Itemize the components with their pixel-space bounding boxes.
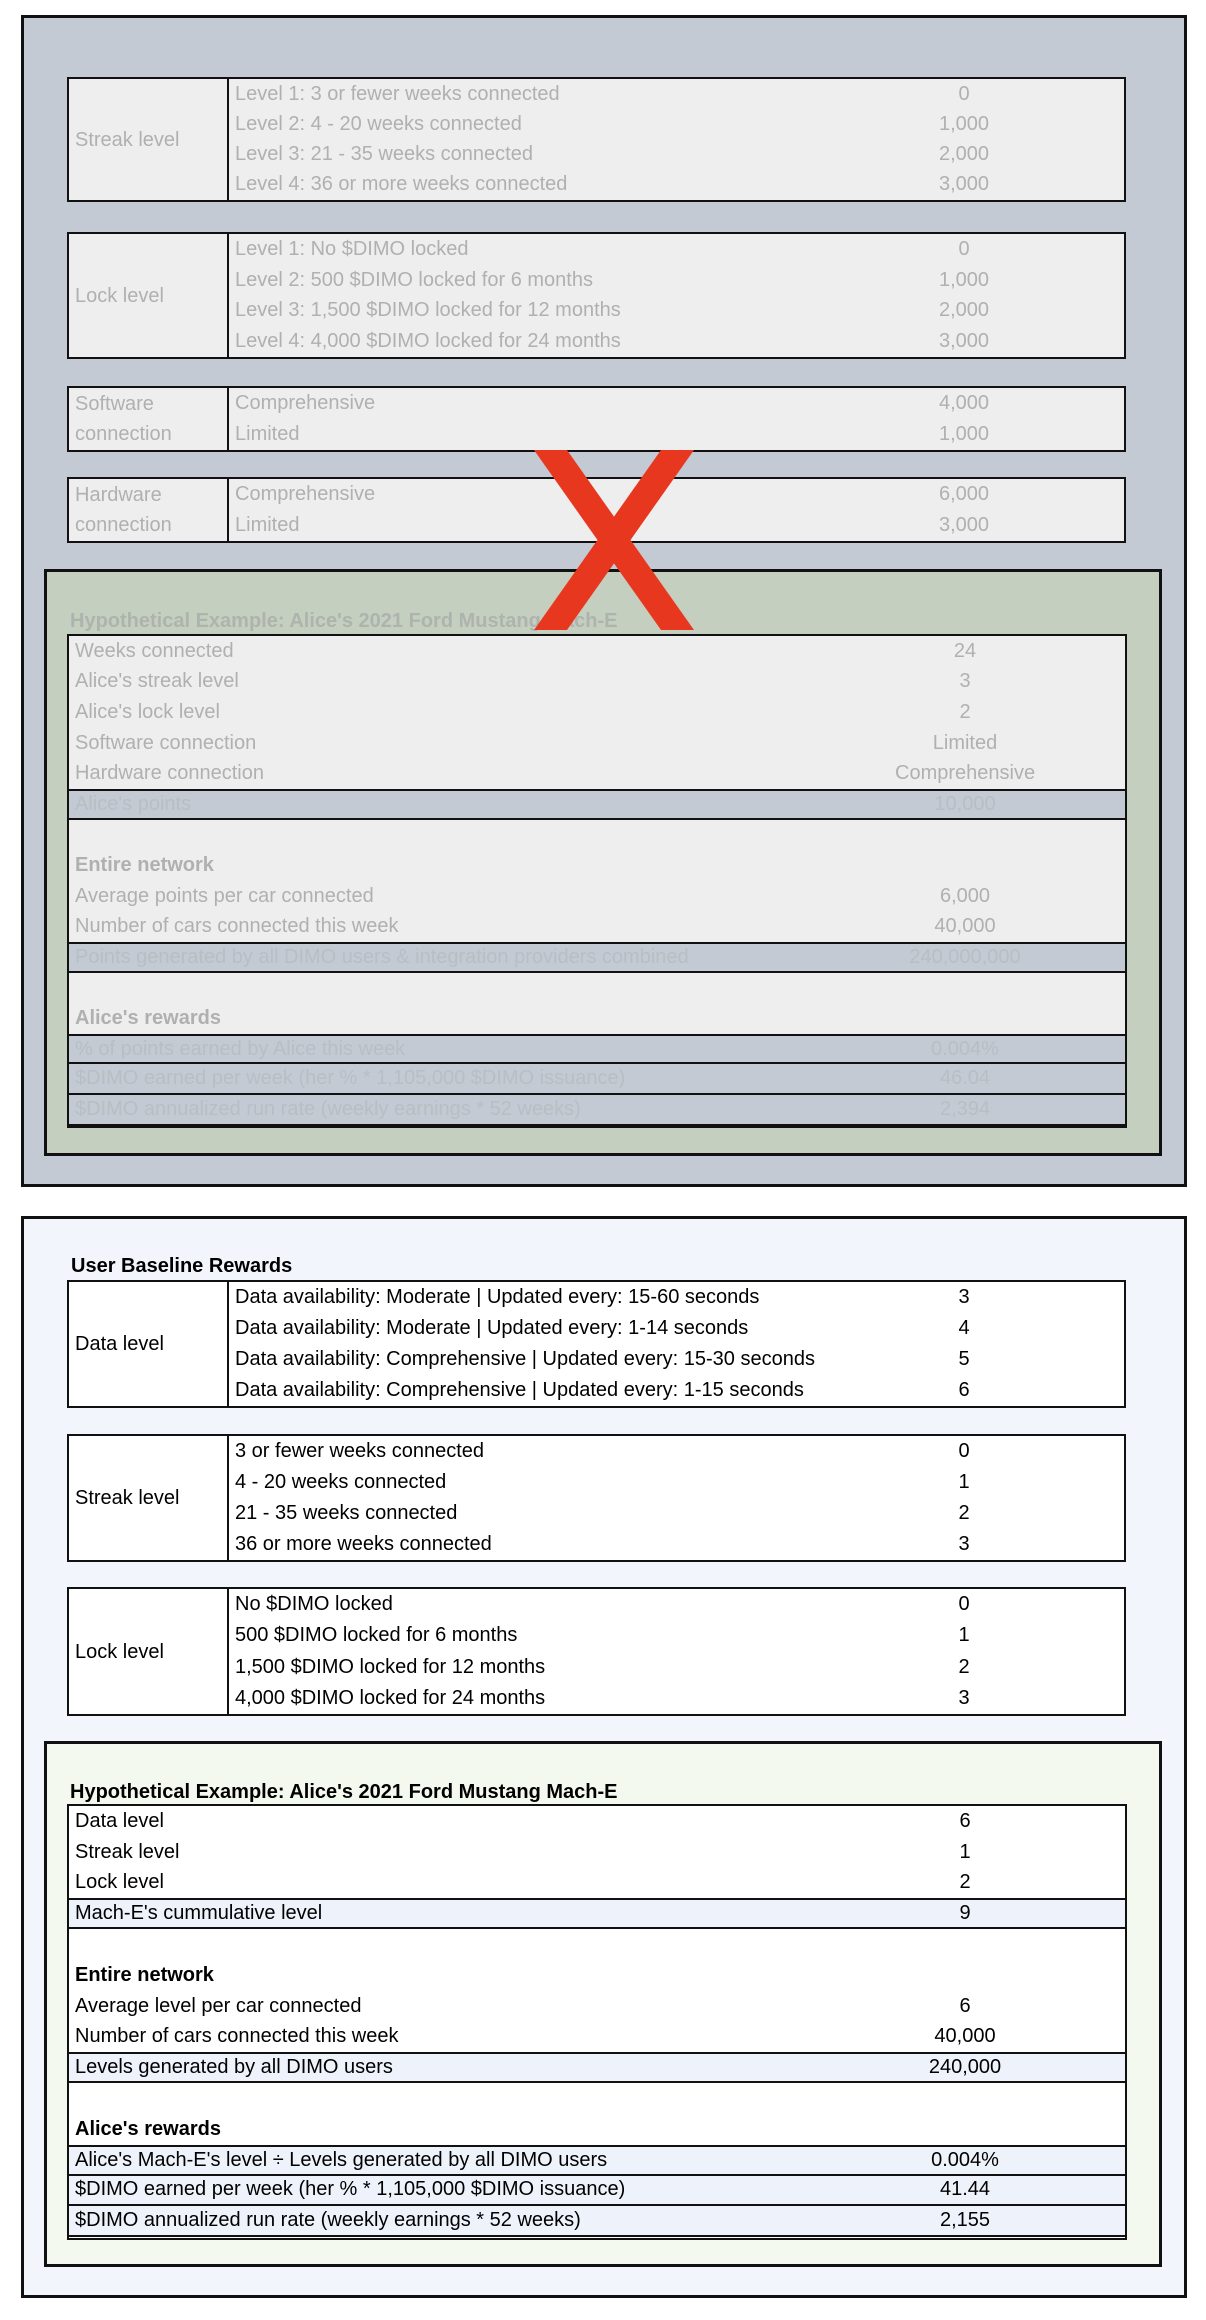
row-description: 4,000 $DIMO locked for 24 months (235, 1686, 546, 1709)
row-value: 2 (959, 1871, 971, 1894)
row-label: $DIMO annualized run rate (weekly earnings * 52 weeks) (75, 2209, 581, 2232)
row-label: Number of cars connected this week (75, 915, 399, 938)
table-row (69, 942, 1125, 973)
table-row (69, 728, 1125, 759)
table-row (69, 697, 1125, 728)
row-description: 500 $DIMO locked for 6 months (235, 1624, 518, 1647)
table-row (69, 1898, 1125, 1929)
row-label: Average level per car connected (75, 1994, 362, 2017)
row-value: 10,000 (934, 792, 996, 815)
table-row (229, 79, 1124, 109)
rubric-table (67, 386, 1126, 452)
row-value: 40,000 (934, 2025, 996, 2048)
table-row (229, 140, 1124, 170)
row-label: $DIMO annualized run rate (weekly earnings * 52 weeks) (75, 1097, 581, 1120)
table-row (229, 419, 1124, 450)
table-row (69, 2176, 1125, 2207)
table-row (229, 296, 1124, 327)
table-row (69, 1034, 1125, 1065)
row-value: 24 (953, 639, 977, 662)
row-value: 5 (958, 1348, 970, 1370)
rubric-label: Software connection (69, 388, 229, 450)
row-value: 46.04 (939, 1067, 991, 1090)
rubric-table (67, 232, 1126, 359)
table-row (69, 1991, 1125, 2022)
table-row (69, 2145, 1125, 2176)
row-value: 2,155 (939, 2209, 991, 2232)
row-value: 0 (958, 82, 970, 105)
row-value: 240,000 (928, 2056, 1002, 2079)
row-description: Data availability: Moderate | Updated every: 1-14 seconds (235, 1317, 749, 1339)
row-label: Data level (75, 1809, 164, 1832)
row-description: 3 or fewer weeks connected (235, 1440, 485, 1462)
baseline-rewards-panel (21, 1216, 1187, 2298)
table-row (229, 170, 1124, 200)
row-value: 1 (958, 1471, 970, 1493)
table-row (69, 758, 1125, 789)
rubric-table (67, 1434, 1126, 1562)
row-value: 3 (958, 1286, 970, 1308)
rubric-label: Lock level (69, 234, 229, 357)
table-row (69, 1064, 1125, 1095)
row-value: 2 (959, 700, 971, 723)
row-value: 6,000 (938, 483, 990, 505)
row-value: 3,000 (938, 173, 990, 196)
spacer-row (69, 2083, 1125, 2114)
table-row (69, 2022, 1125, 2053)
rubric-label: Streak level (69, 79, 229, 200)
row-label: Number of cars connected this week (75, 2025, 399, 2048)
row-description: 21 - 35 weeks connected (235, 1502, 458, 1524)
row-value: 4 (958, 1317, 970, 1339)
levels-example-panel (44, 1741, 1162, 2267)
row-value: 1 (958, 1624, 970, 1647)
row-description: Limited (235, 423, 300, 445)
row-value: 3 (958, 1533, 970, 1555)
table-row (229, 1282, 1124, 1313)
row-description: Data availability: Comprehensive | Updated every: 15-30 seconds (235, 1348, 815, 1370)
section-header-row (69, 1960, 1125, 1991)
example-title: Hypothetical Example: Alice's 2021 Ford Mustang Mach-E (70, 1781, 618, 1803)
row-label: Levels generated by all DIMO users (75, 2056, 393, 2079)
row-value: 40,000 (934, 915, 996, 938)
section-header-row (69, 1003, 1125, 1034)
row-label: $DIMO earned per week (her % * 1,105,000 $DIMO issuance) (75, 2178, 626, 2201)
table-row (229, 265, 1124, 296)
row-value: 2,000 (938, 143, 990, 166)
row-value: 41.44 (939, 2178, 991, 2201)
row-value: 3 (958, 1686, 970, 1709)
spacer-row (69, 1929, 1125, 1960)
points-example-panel (44, 569, 1162, 1156)
row-value: 6 (958, 1379, 970, 1401)
row-value: Limited (932, 731, 998, 754)
row-value: 6 (959, 1994, 971, 2017)
row-description: Level 1: No $DIMO locked (235, 237, 469, 260)
rubric-rows (229, 234, 1124, 357)
example-title: Hypothetical Example: Alice's 2021 Ford Mustang Mach-E (70, 610, 618, 632)
table-row (69, 881, 1125, 912)
row-value: 4,000 (938, 392, 990, 414)
rubric-rows (229, 79, 1124, 200)
row-value: 3 (959, 670, 971, 693)
table-row (229, 234, 1124, 265)
table-row (69, 667, 1125, 698)
table-row (229, 1529, 1124, 1560)
row-description: Level 2: 4 - 20 weeks connected (235, 112, 522, 135)
row-label: Entire network (75, 853, 214, 876)
table-row (69, 1837, 1125, 1868)
table-row (229, 1683, 1124, 1714)
row-value: 0.004% (931, 2148, 999, 2171)
table-row (229, 326, 1124, 357)
table-row (69, 1868, 1125, 1899)
row-label: Alice's lock level (75, 700, 220, 723)
rubric-label: Lock level (69, 1589, 229, 1714)
row-label: Lock level (75, 1871, 164, 1894)
row-value: 2,394 (939, 1097, 991, 1120)
section-header-row (69, 850, 1125, 881)
row-description: No $DIMO locked (235, 1593, 393, 1616)
row-label: Alice's points (75, 792, 192, 815)
row-label: $DIMO earned per week (her % * 1,105,000 $DIMO issuance) (75, 1067, 626, 1090)
table-row (229, 1620, 1124, 1651)
row-description: Comprehensive (235, 392, 376, 414)
table-row (69, 2052, 1125, 2083)
rubric-table (67, 77, 1126, 202)
table-row (229, 1344, 1124, 1375)
row-label: Hardware connection (75, 762, 264, 785)
rubric-rows (229, 1436, 1124, 1560)
row-label: Average points per car connected (75, 884, 374, 907)
row-description: Level 2: 500 $DIMO locked for 6 months (235, 268, 593, 291)
table-row (229, 1498, 1124, 1529)
red-cross-icon (529, 450, 699, 630)
row-label: Streak level (75, 1840, 180, 1863)
table-row (229, 109, 1124, 139)
table-row (229, 1467, 1124, 1498)
row-value: 6,000 (939, 884, 991, 907)
rubric-table (67, 1587, 1126, 1716)
row-value: Comprehensive (895, 762, 1036, 785)
row-label: % of points earned by Alice this week (75, 1037, 406, 1060)
section-title: User Baseline Rewards (71, 1255, 293, 1277)
deprecated-points-panel (21, 15, 1187, 1187)
table-row (229, 1589, 1124, 1620)
row-value: 0 (958, 237, 970, 260)
row-value: 2,000 (938, 299, 990, 322)
row-description: Data availability: Moderate | Updated every: 15-60 seconds (235, 1286, 760, 1308)
spacer-row (69, 820, 1125, 851)
row-description: Level 4: 36 or more weeks connected (235, 173, 568, 196)
row-value: 1 (959, 1840, 971, 1863)
row-description: Level 4: 4,000 $DIMO locked for 24 months (235, 330, 621, 353)
table-row (69, 789, 1125, 820)
row-description: Level 3: 21 - 35 weeks connected (235, 143, 533, 166)
spacer-row (69, 973, 1125, 1004)
rubric-rows (229, 388, 1124, 450)
row-value: 1,000 (938, 423, 990, 445)
row-label: Alice's rewards (75, 2117, 221, 2140)
row-value: 3,000 (938, 330, 990, 353)
row-value: 0 (958, 1440, 970, 1462)
table-row (69, 1095, 1125, 1126)
row-label: Software connection (75, 731, 257, 754)
row-value: 9 (959, 1902, 971, 1925)
row-value: 1,000 (938, 268, 990, 291)
table-row (69, 636, 1125, 667)
row-description: 36 or more weeks connected (235, 1533, 492, 1555)
table-row (229, 388, 1124, 419)
row-label: Entire network (75, 1963, 214, 1986)
row-value: 0.004% (931, 1037, 999, 1060)
row-value: 240,000,000 (909, 945, 1021, 968)
row-value: 1,000 (938, 112, 990, 135)
example-table (67, 634, 1127, 1128)
rubric-rows (229, 1589, 1124, 1714)
row-label: Weeks connected (75, 639, 234, 662)
row-description: 1,500 $DIMO locked for 12 months (235, 1655, 546, 1678)
row-value: 2 (958, 1502, 970, 1524)
row-label: Alice's rewards (75, 1006, 221, 1029)
table-row (69, 2206, 1125, 2237)
row-description: Comprehensive (235, 483, 376, 505)
section-header-row (69, 2114, 1125, 2145)
rubric-label: Hardware connection (69, 479, 229, 541)
row-description: Limited (235, 514, 300, 536)
row-description: 4 - 20 weeks connected (235, 1471, 447, 1493)
row-label: Mach-E's cummulative level (75, 1902, 323, 1925)
row-description: Level 3: 1,500 $DIMO locked for 12 months (235, 299, 621, 322)
example-table (67, 1804, 1127, 2240)
table-row (229, 1436, 1124, 1467)
row-label: Alice's streak level (75, 670, 239, 693)
table-row (229, 1313, 1124, 1344)
rubric-rows (229, 1282, 1124, 1406)
table-row (229, 1375, 1124, 1406)
row-description: Level 1: 3 or fewer weeks connected (235, 82, 560, 105)
row-value: 0 (958, 1593, 970, 1616)
rubric-table (67, 1280, 1126, 1408)
table-row (229, 1652, 1124, 1683)
rubric-label: Streak level (69, 1436, 229, 1560)
row-label: Alice's Mach-E's level ÷ Levels generated by all DIMO users (75, 2148, 608, 2171)
rubric-label: Data level (69, 1282, 229, 1406)
table-row (69, 911, 1125, 942)
table-row (69, 1806, 1125, 1837)
row-value: 3,000 (938, 514, 990, 536)
row-label: Points generated by all DIMO users & integration providers combined (75, 945, 689, 968)
row-value: 6 (959, 1809, 971, 1832)
row-value: 2 (958, 1655, 970, 1678)
row-description: Data availability: Comprehensive | Updated every: 1-15 seconds (235, 1379, 804, 1401)
